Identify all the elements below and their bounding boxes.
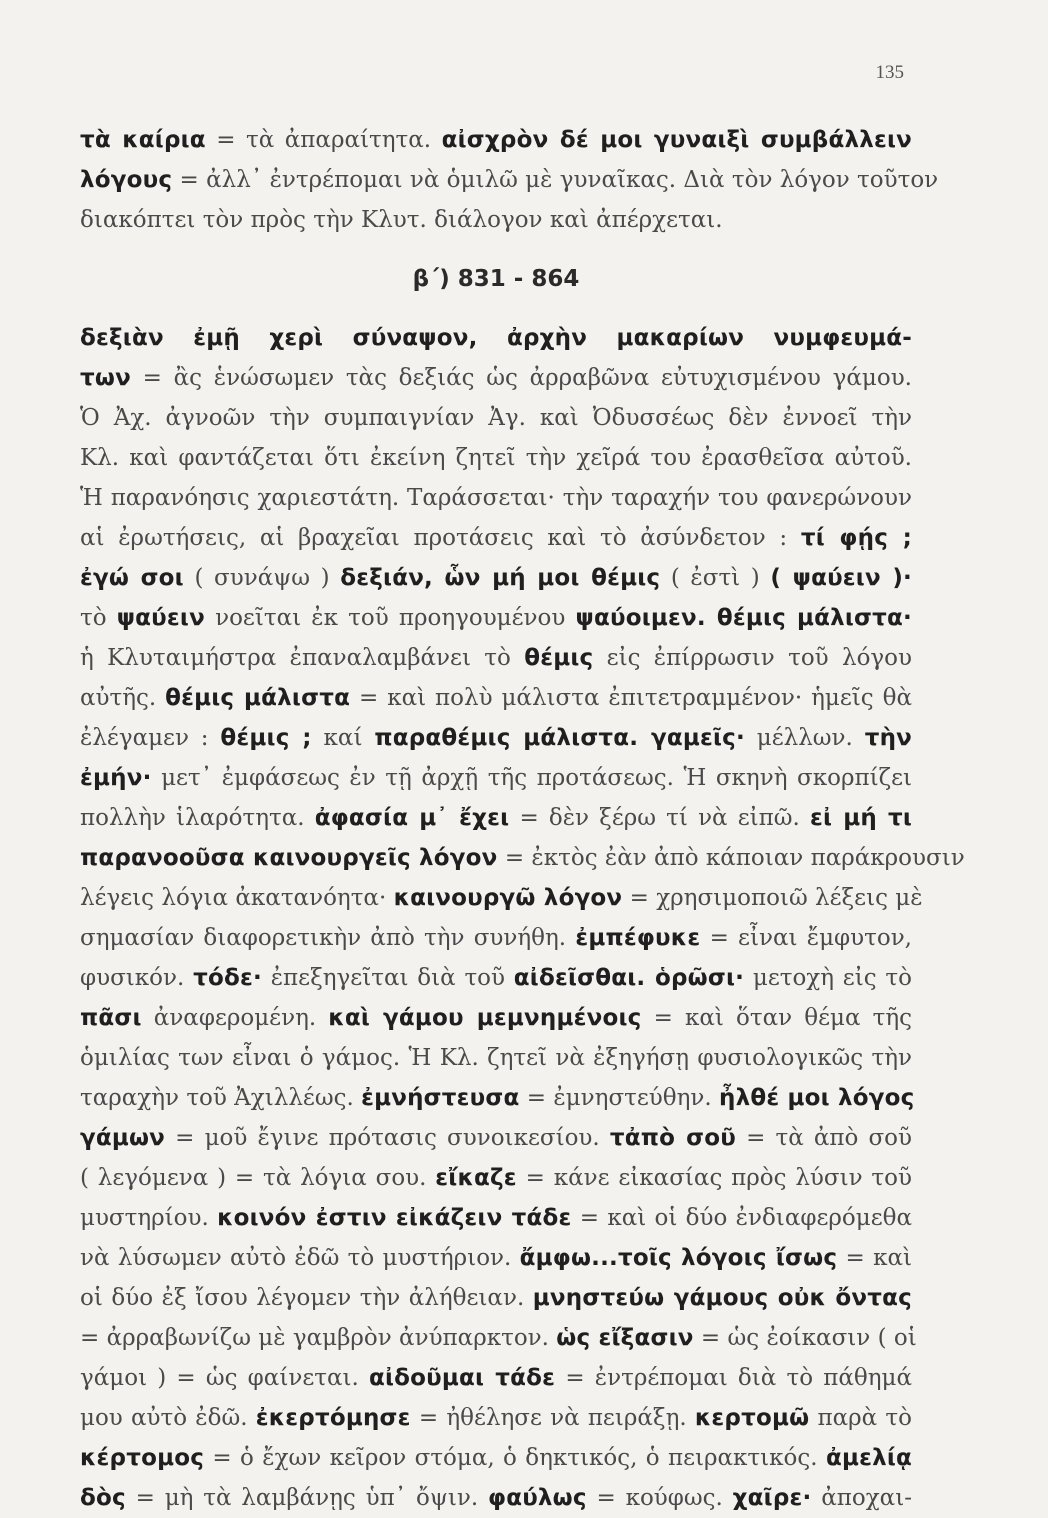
bold-lemma: ἀφασία μ᾽ ἔχει <box>314 805 510 831</box>
bold-lemma: πᾶσι <box>80 1005 142 1031</box>
gloss-text: εἰς ἐπίρρωσιν τοῦ λόγου <box>593 645 912 671</box>
text-line <box>80 438 912 478</box>
text-line <box>80 398 912 438</box>
bold-lemma: καὶ γάμου μεμνημένοις <box>328 1005 642 1031</box>
bold-lemma: ὡς εἴξασιν <box>556 1325 694 1351</box>
bold-lemma: παρανοοῦσα καινουργεῖς λόγον <box>80 845 498 871</box>
bold-lemma: φαύλως <box>488 1485 587 1511</box>
bold-lemma: ἐμνήστευσα <box>361 1085 520 1111</box>
bold-lemma: τί φῄς ; <box>800 525 912 551</box>
gloss-text: = δὲν ξέρω τί νὰ εἰπῶ. <box>509 805 810 831</box>
commentary-text <box>80 120 965 1518</box>
gloss-text: = καὶ οἱ δύο ἐνδιαφερόμεθα <box>571 1205 912 1231</box>
bold-lemma: ἐκερτόμησε <box>255 1405 411 1431</box>
text-line <box>80 558 912 598</box>
gloss-text: μου αὐτὸ ἐδῶ. <box>80 1405 256 1431</box>
text-line <box>80 120 912 160</box>
text-line <box>80 1238 912 1278</box>
page-number: 135 <box>875 62 904 83</box>
gloss-text: μετ᾽ ἐμφάσεως ἐν τῇ ἀρχῇ τῆς προτάσεως. Ἡ σκηνὴ σκορπίζει <box>151 765 912 791</box>
gloss-text: οἱ δύο ἐξ ἴσου λέγομεν τὴν ἀλήθειαν. <box>80 1285 533 1311</box>
bold-lemma: δεξιάν, ὧν μή μοι θέμις <box>340 565 661 591</box>
text-line <box>80 1398 912 1438</box>
text-line <box>80 478 912 518</box>
gloss-text: = καὶ <box>837 1245 913 1271</box>
text-line <box>80 838 965 878</box>
section-heading: β΄) 831 - 864 <box>412 266 580 292</box>
gloss-text: = καὶ ὅταν θέμα τῆς <box>641 1005 912 1031</box>
gloss-text: ( συνάψω ) <box>183 565 341 591</box>
bold-lemma: ἐμήν· <box>80 765 152 791</box>
bold-lemma: αἰσχρὸν δέ μοι γυναιξὶ συμβάλλειν <box>441 127 913 153</box>
gloss-text: ταραχὴν τοῦ Ἀχιλλέως. <box>80 1085 362 1111</box>
bold-lemma: ἄμφω...τοῖς λόγοις ἴσως <box>519 1245 838 1271</box>
text-line <box>80 1318 917 1358</box>
gloss-text: = κάνε εἰκασίας πρὸς λύσιν τοῦ <box>516 1165 912 1191</box>
gloss-text: = ἀλλ᾽ ἐντρέπομαι νὰ ὁμιλῶ μὲ γυναῖκας. Διὰ τὸν λόγον τοῦτον <box>172 167 939 193</box>
paragraph-block-2 <box>80 318 965 1518</box>
bold-lemma: δεξιὰν ἐμῇ χερὶ σύναψον, ἀρχὴν μακαρίων νυμφευμά- <box>80 325 912 351</box>
text-line <box>80 878 923 918</box>
gloss-text: = χρησιμοποιῶ λέξεις μὲ <box>622 885 923 911</box>
gloss-text: = ἂς ἑνώσωμεν τὰς δεξιάς ὡς ἀρραβῶνα εὐτυχισμένου γάμου. <box>130 365 912 391</box>
bold-lemma: κέρτομος <box>80 1445 205 1471</box>
gloss-text: νὰ λύσωμεν αὐτὸ ἐδῶ τὸ μυστήριον. <box>80 1245 520 1271</box>
bold-lemma: ψαύειν <box>116 605 205 631</box>
text-line <box>80 1158 912 1198</box>
text-line <box>80 318 912 358</box>
text-line <box>80 758 912 798</box>
text-line <box>80 1278 912 1318</box>
text-line <box>80 200 912 240</box>
bold-lemma: τὴν <box>864 725 913 751</box>
text-line <box>80 958 912 998</box>
bold-lemma: γάμων <box>80 1125 166 1151</box>
text-line <box>80 998 912 1038</box>
text-line <box>80 358 912 398</box>
bold-lemma: δὸς <box>80 1485 126 1511</box>
text-line <box>80 1038 912 1078</box>
gloss-text: = κούφως. <box>586 1485 733 1511</box>
gloss-text: Κλ. καὶ φαντάζεται ὅτι ἐκείνη ζητεῖ τὴν χεῖρά του ἐρασθεῖσα αὐτοῦ. <box>80 445 912 471</box>
gloss-text: ( ἐστὶ ) <box>660 565 771 591</box>
bold-lemma: τἀπὸ σοῦ <box>609 1125 736 1151</box>
text-line <box>80 918 912 958</box>
text-line <box>80 1358 912 1398</box>
gloss-text: ὁμιλίας των εἶναι ὁ γάμος. Ἡ Κλ. ζητεῖ νὰ ἐξηγήσῃ φυσιολογικῶς τὴν <box>80 1045 912 1071</box>
bold-lemma: ἐγώ σοι <box>80 565 184 591</box>
gloss-text: μετοχὴ εἰς τὸ <box>744 965 912 991</box>
bold-lemma: καινουργῶ λόγον <box>393 885 623 911</box>
gloss-text: φυσικόν. <box>80 965 194 991</box>
bold-lemma: εἰ μή τι <box>810 805 912 831</box>
gloss-text: ἀποχαι- <box>811 1485 912 1511</box>
gloss-text: παρὰ τὸ <box>809 1405 912 1431</box>
gloss-text: = εἶναι ἔμφυτον, <box>700 925 912 951</box>
paragraph-block-1 <box>80 120 939 240</box>
bold-lemma: ἐμπέφυκε <box>575 925 701 951</box>
text-line <box>80 798 912 838</box>
gloss-text: μυστηρίου. <box>80 1205 218 1231</box>
gloss-text: λέγεις λόγια ἀκατανόητα· <box>80 885 394 911</box>
text-line <box>80 160 939 200</box>
gloss-text: σημασίαν διαφορετικὴν ἀπὸ τὴν συνήθη. <box>80 925 576 951</box>
gloss-text: = τὰ ἀπὸ σοῦ <box>735 1125 913 1151</box>
gloss-text: πολλὴν ἱλαρότητα. <box>80 805 315 831</box>
gloss-text: ( λεγόμενα ) = τὰ λόγια σου. <box>80 1165 436 1191</box>
bold-lemma: ἦλθέ μοι λόγος <box>719 1085 915 1111</box>
gloss-text: αἱ ἐρωτήσεις, αἱ βραχεῖαι προτάσεις καὶ τὸ ἀσύνδετον : <box>80 525 801 551</box>
gloss-text: = ὡς ἐοίκασιν ( οἱ <box>693 1325 917 1351</box>
text-line <box>80 1078 915 1118</box>
bold-lemma: θέμις <box>524 645 594 671</box>
bold-lemma: θέμις ; <box>220 725 312 751</box>
text-line <box>80 1198 912 1238</box>
bold-lemma: τόδε· <box>193 965 262 991</box>
gloss-text: διακόπτει τὸν πρὸς τὴν Κλυτ. διάλογον καὶ ἀπέρχεται. <box>80 207 723 233</box>
bold-lemma: εἴκαζε <box>435 1165 517 1191</box>
gloss-text: = τὰ ἀπαραίτητα. <box>205 127 442 153</box>
gloss-text: γάμοι ) = ὡς φαίνεται. <box>80 1365 370 1391</box>
bold-lemma: μνηστεύω γάμους οὐκ ὄντας <box>532 1285 913 1311</box>
bold-lemma: ( ψαύειν )· <box>770 565 912 591</box>
gloss-text: καί <box>311 725 375 751</box>
gloss-text: ἀναφερομένη. <box>141 1005 329 1031</box>
gloss-text: τὸ <box>80 605 117 631</box>
gloss-text: Ὁ Ἀχ. ἀγνοῶν τὴν συμπαιγνίαν Ἀγ. καὶ Ὀδυσσέως δὲν ἐννοεῖ τὴν <box>80 405 912 431</box>
text-line <box>80 518 912 558</box>
text-line <box>80 598 912 638</box>
bold-lemma: ψαύοιμεν. θέμις μάλιστα· <box>575 605 912 631</box>
bold-lemma: παραθέμις μάλιστα. γαμεῖς· <box>374 725 745 751</box>
gloss-text: ἐλέγαμεν : <box>80 725 221 751</box>
gloss-text: Ἡ παρανόησις χαριεστάτη. Ταράσσεται· τὴν ταραχήν του φανερώνουν <box>80 485 912 511</box>
text-line <box>80 1478 912 1518</box>
bold-lemma: των <box>80 365 131 391</box>
gloss-text: μέλλων. <box>744 725 865 751</box>
bold-lemma: χαῖρε· <box>732 1485 812 1511</box>
text-line <box>80 638 912 678</box>
bold-lemma: τὰ καίρια <box>80 127 206 153</box>
gloss-text: ἐπεξηγεῖται διὰ τοῦ <box>261 965 514 991</box>
gloss-text: = ἀρραβωνίζω μὲ γαμβρὸν ἀνύπαρκτον. <box>80 1325 557 1351</box>
gloss-text: ἡ Κλυταιμήστρα ἐπαναλαμβάνει τὸ <box>80 645 525 671</box>
bold-lemma: κερτομῶ <box>694 1405 810 1431</box>
bold-lemma: αἰδοῦμαι τάδε <box>369 1365 556 1391</box>
text-line <box>80 678 912 718</box>
gloss-text: = ἐντρέπομαι διὰ τὸ πάθημά <box>555 1365 913 1391</box>
bold-lemma: ἀμελίᾳ <box>825 1445 912 1471</box>
gloss-text: = ὁ ἔχων κεῖρον στόμα, ὁ δηκτικός, ὁ πειρακτικός. <box>204 1445 826 1471</box>
gloss-text: = μοῦ ἔγινε πρότασις συνοικεσίου. <box>165 1125 610 1151</box>
text-line <box>80 718 912 758</box>
bold-lemma: κοινόν ἐστιν εἰκάζειν τάδε <box>217 1205 572 1231</box>
gloss-text: = ἐμνηστεύθην. <box>519 1085 719 1111</box>
gloss-text: νοεῖται ἐκ τοῦ προηγουμένου <box>204 605 576 631</box>
bold-lemma: θέμις μάλιστα <box>165 685 351 711</box>
gloss-text: = μὴ τὰ λαμβάνῃς ὑπ᾽ ὄψιν. <box>125 1485 488 1511</box>
text-line <box>80 1118 912 1158</box>
gloss-text: = ἠθέλησε νὰ πειράξῃ. <box>410 1405 695 1431</box>
gloss-text: αὐτῆς. <box>80 685 166 711</box>
text-line <box>80 1438 912 1478</box>
gloss-text: = ἐκτὸς ἐὰν ἀπὸ κάποιαν παράκρουσιν <box>497 845 965 871</box>
bold-lemma: λόγους <box>80 167 173 193</box>
bold-lemma: αἰδεῖσθαι. ὁρῶσι· <box>513 965 745 991</box>
gloss-text: = καὶ πολὺ μάλιστα ἐπιτετραμμένον· ἡμεῖς θὰ <box>350 685 912 711</box>
